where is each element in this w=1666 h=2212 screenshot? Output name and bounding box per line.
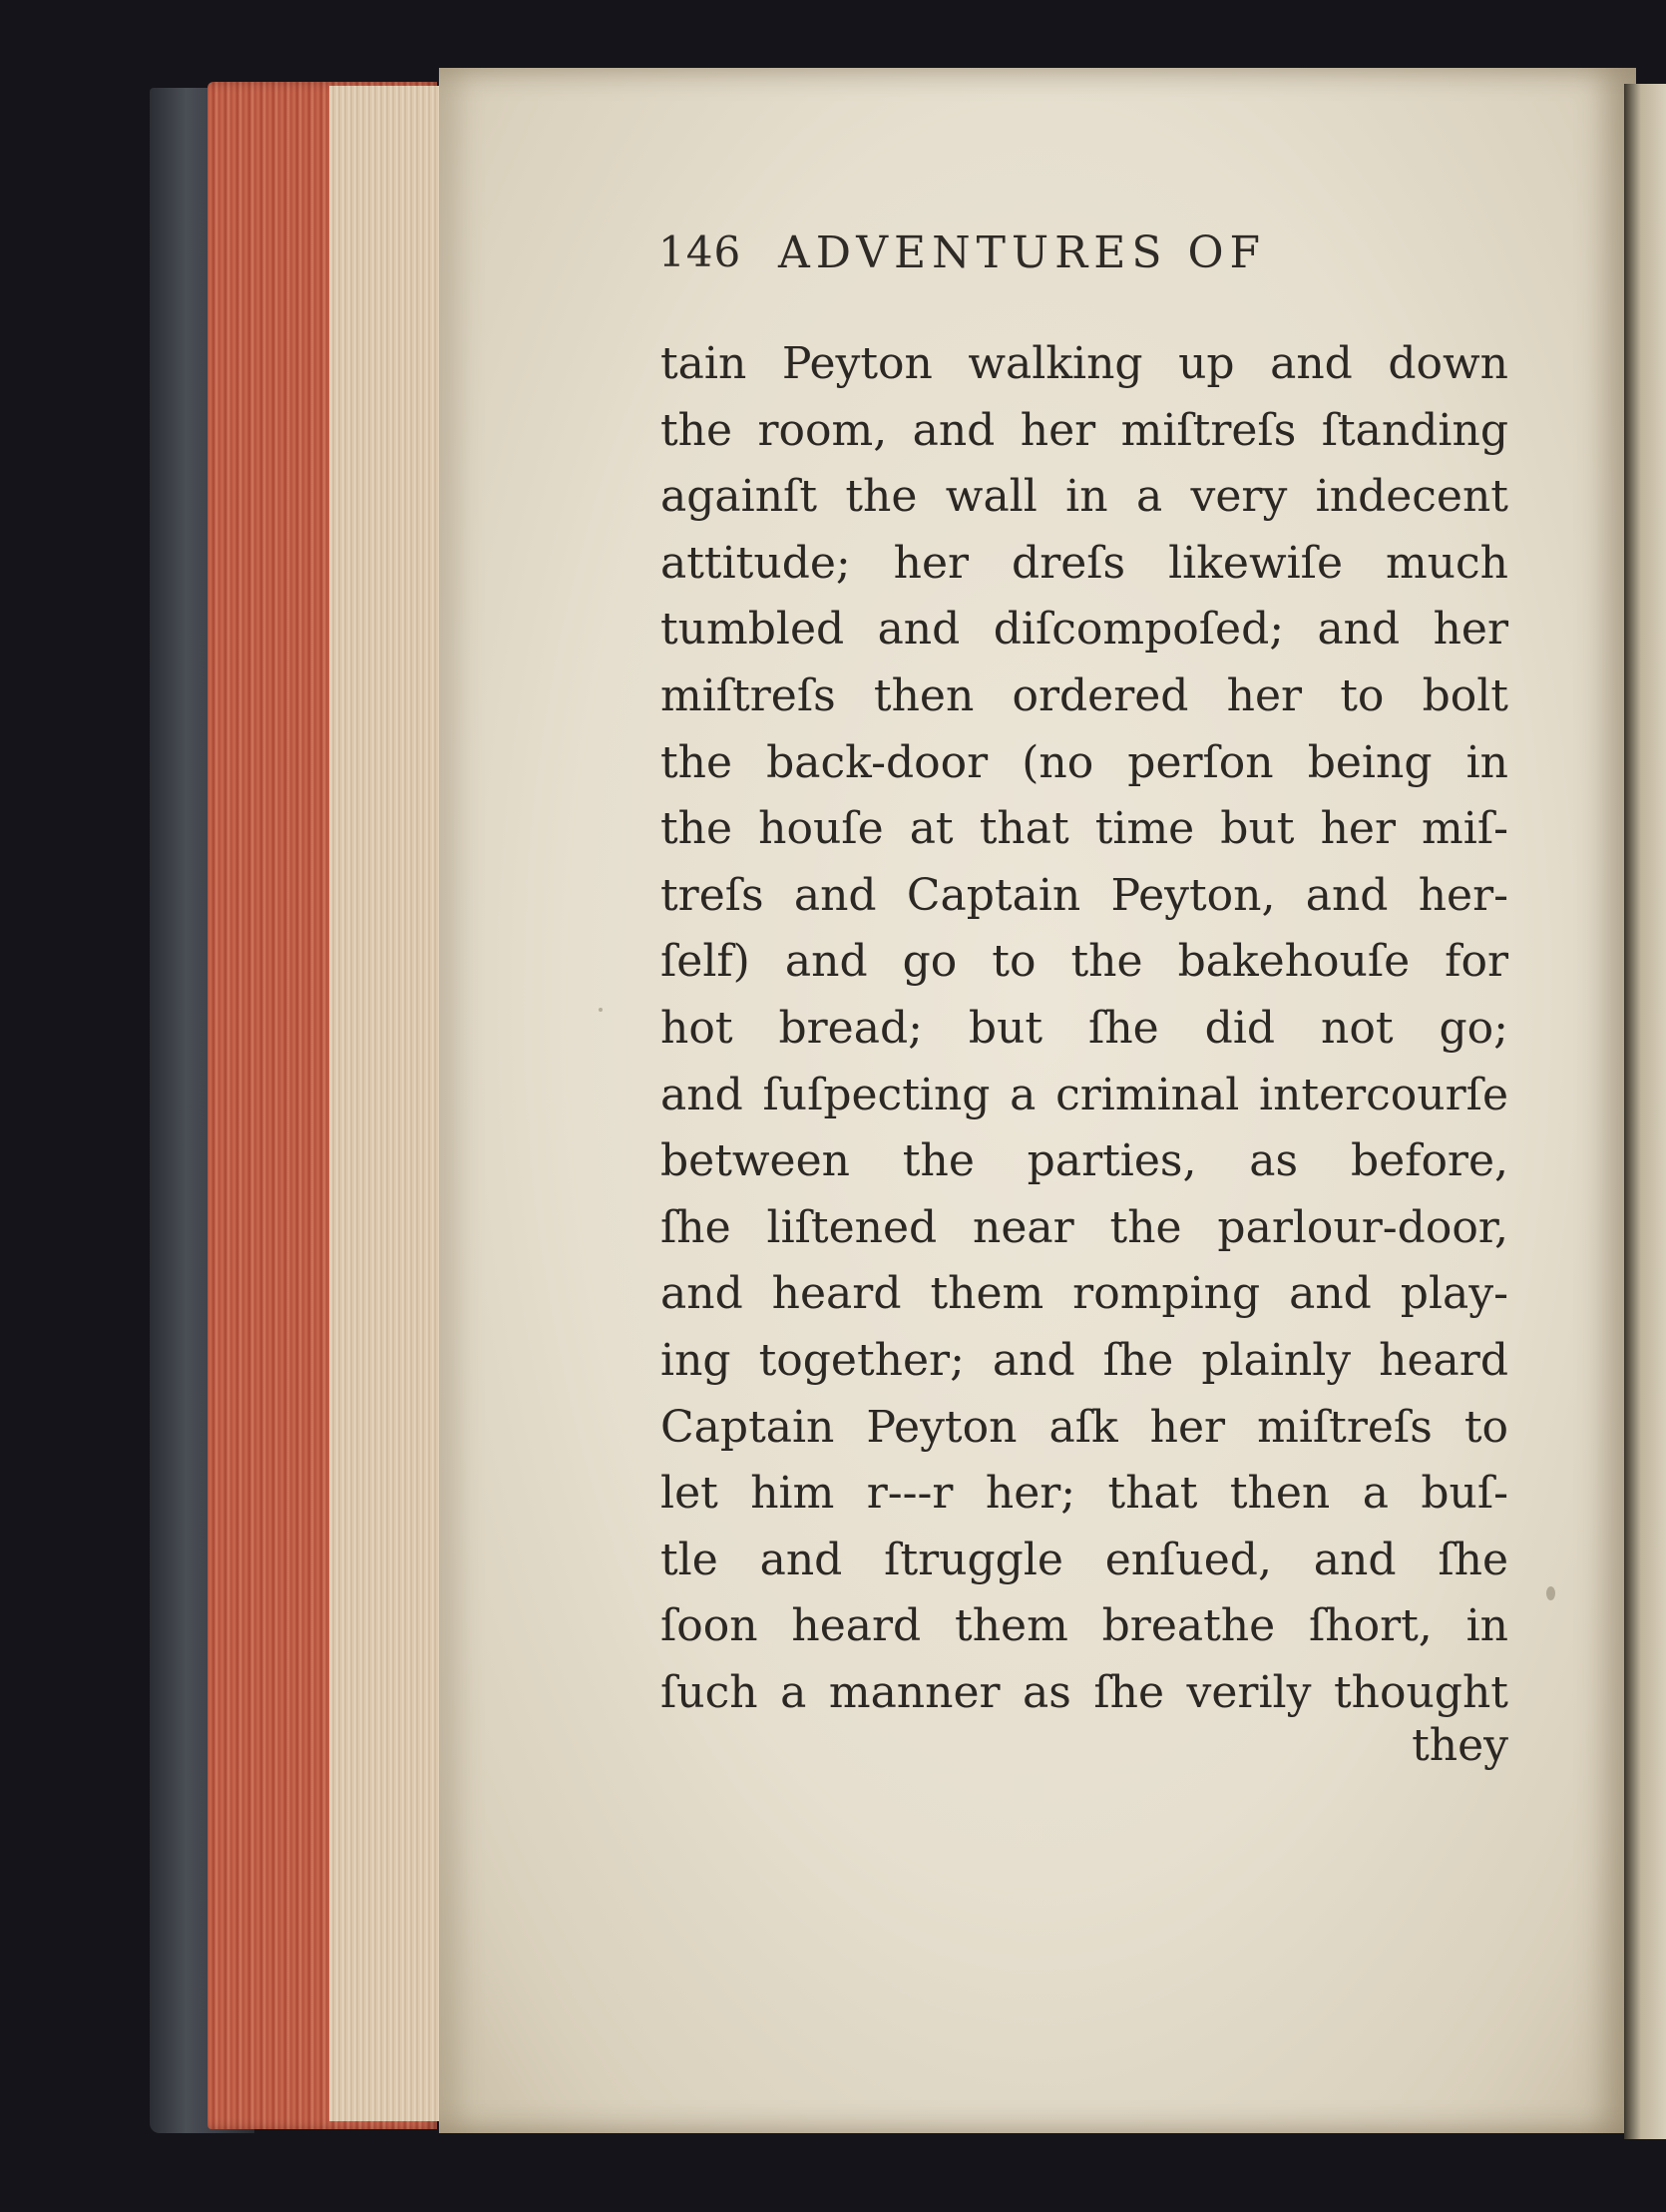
text-line: ſhe liſtened near the parlour-door,	[660, 1201, 1508, 1253]
text-line: and ſuſpecting a criminal intercourſe	[660, 1069, 1508, 1120]
text-line: and heard them romping and play-	[660, 1268, 1508, 1320]
text-line: ſoon heard them breathe ſhort, in	[660, 1600, 1508, 1652]
text-line: ſuch a manner as ſhe verily thought	[660, 1666, 1508, 1718]
text-line: tle and ſtruggle enſued, and ſhe	[660, 1534, 1508, 1585]
text-line: the back-door (no perſon being in	[660, 736, 1508, 788]
text-line: miſtreſs then ordered her to bolt	[660, 669, 1508, 721]
paper-speck	[599, 1008, 603, 1012]
facing-page-edge	[1624, 84, 1666, 2139]
text-line: let him r---r her; that then a buſ-	[660, 1468, 1508, 1520]
text-line: tumbled and diſcompoſed; and her	[660, 604, 1508, 656]
page-header	[658, 227, 1377, 287]
text-line: Captain Peyton aſk her miſtreſs to	[660, 1401, 1508, 1453]
text-line: between the parties, as before,	[660, 1135, 1508, 1187]
text-line: ſelf) and go to the bakehouſe for	[660, 936, 1508, 988]
catchword: they	[1412, 1720, 1508, 1771]
page-block-edges	[329, 86, 439, 2121]
text-line: tain Peyton walking up and down	[660, 338, 1508, 389]
text-line: hot bread; but ſhe did not go;	[660, 1002, 1508, 1054]
text-line: the room, and her miſtreſs ſtanding	[660, 404, 1508, 456]
page-number: 146	[658, 227, 742, 276]
running-head: ADVENTURES OF	[778, 227, 1267, 278]
paper-speck	[1546, 1586, 1555, 1600]
text-line: ing together; and ſhe plainly heard	[660, 1334, 1508, 1386]
text-line: attitude; her dreſs likewiſe much	[660, 537, 1508, 589]
text-line: the houſe at that time but her miſ-	[660, 803, 1508, 855]
body-text	[660, 331, 1508, 1726]
text-line: againſt the wall in a very indecent	[660, 471, 1508, 523]
text-line: treſs and Captain Peyton, and her-	[660, 869, 1508, 921]
